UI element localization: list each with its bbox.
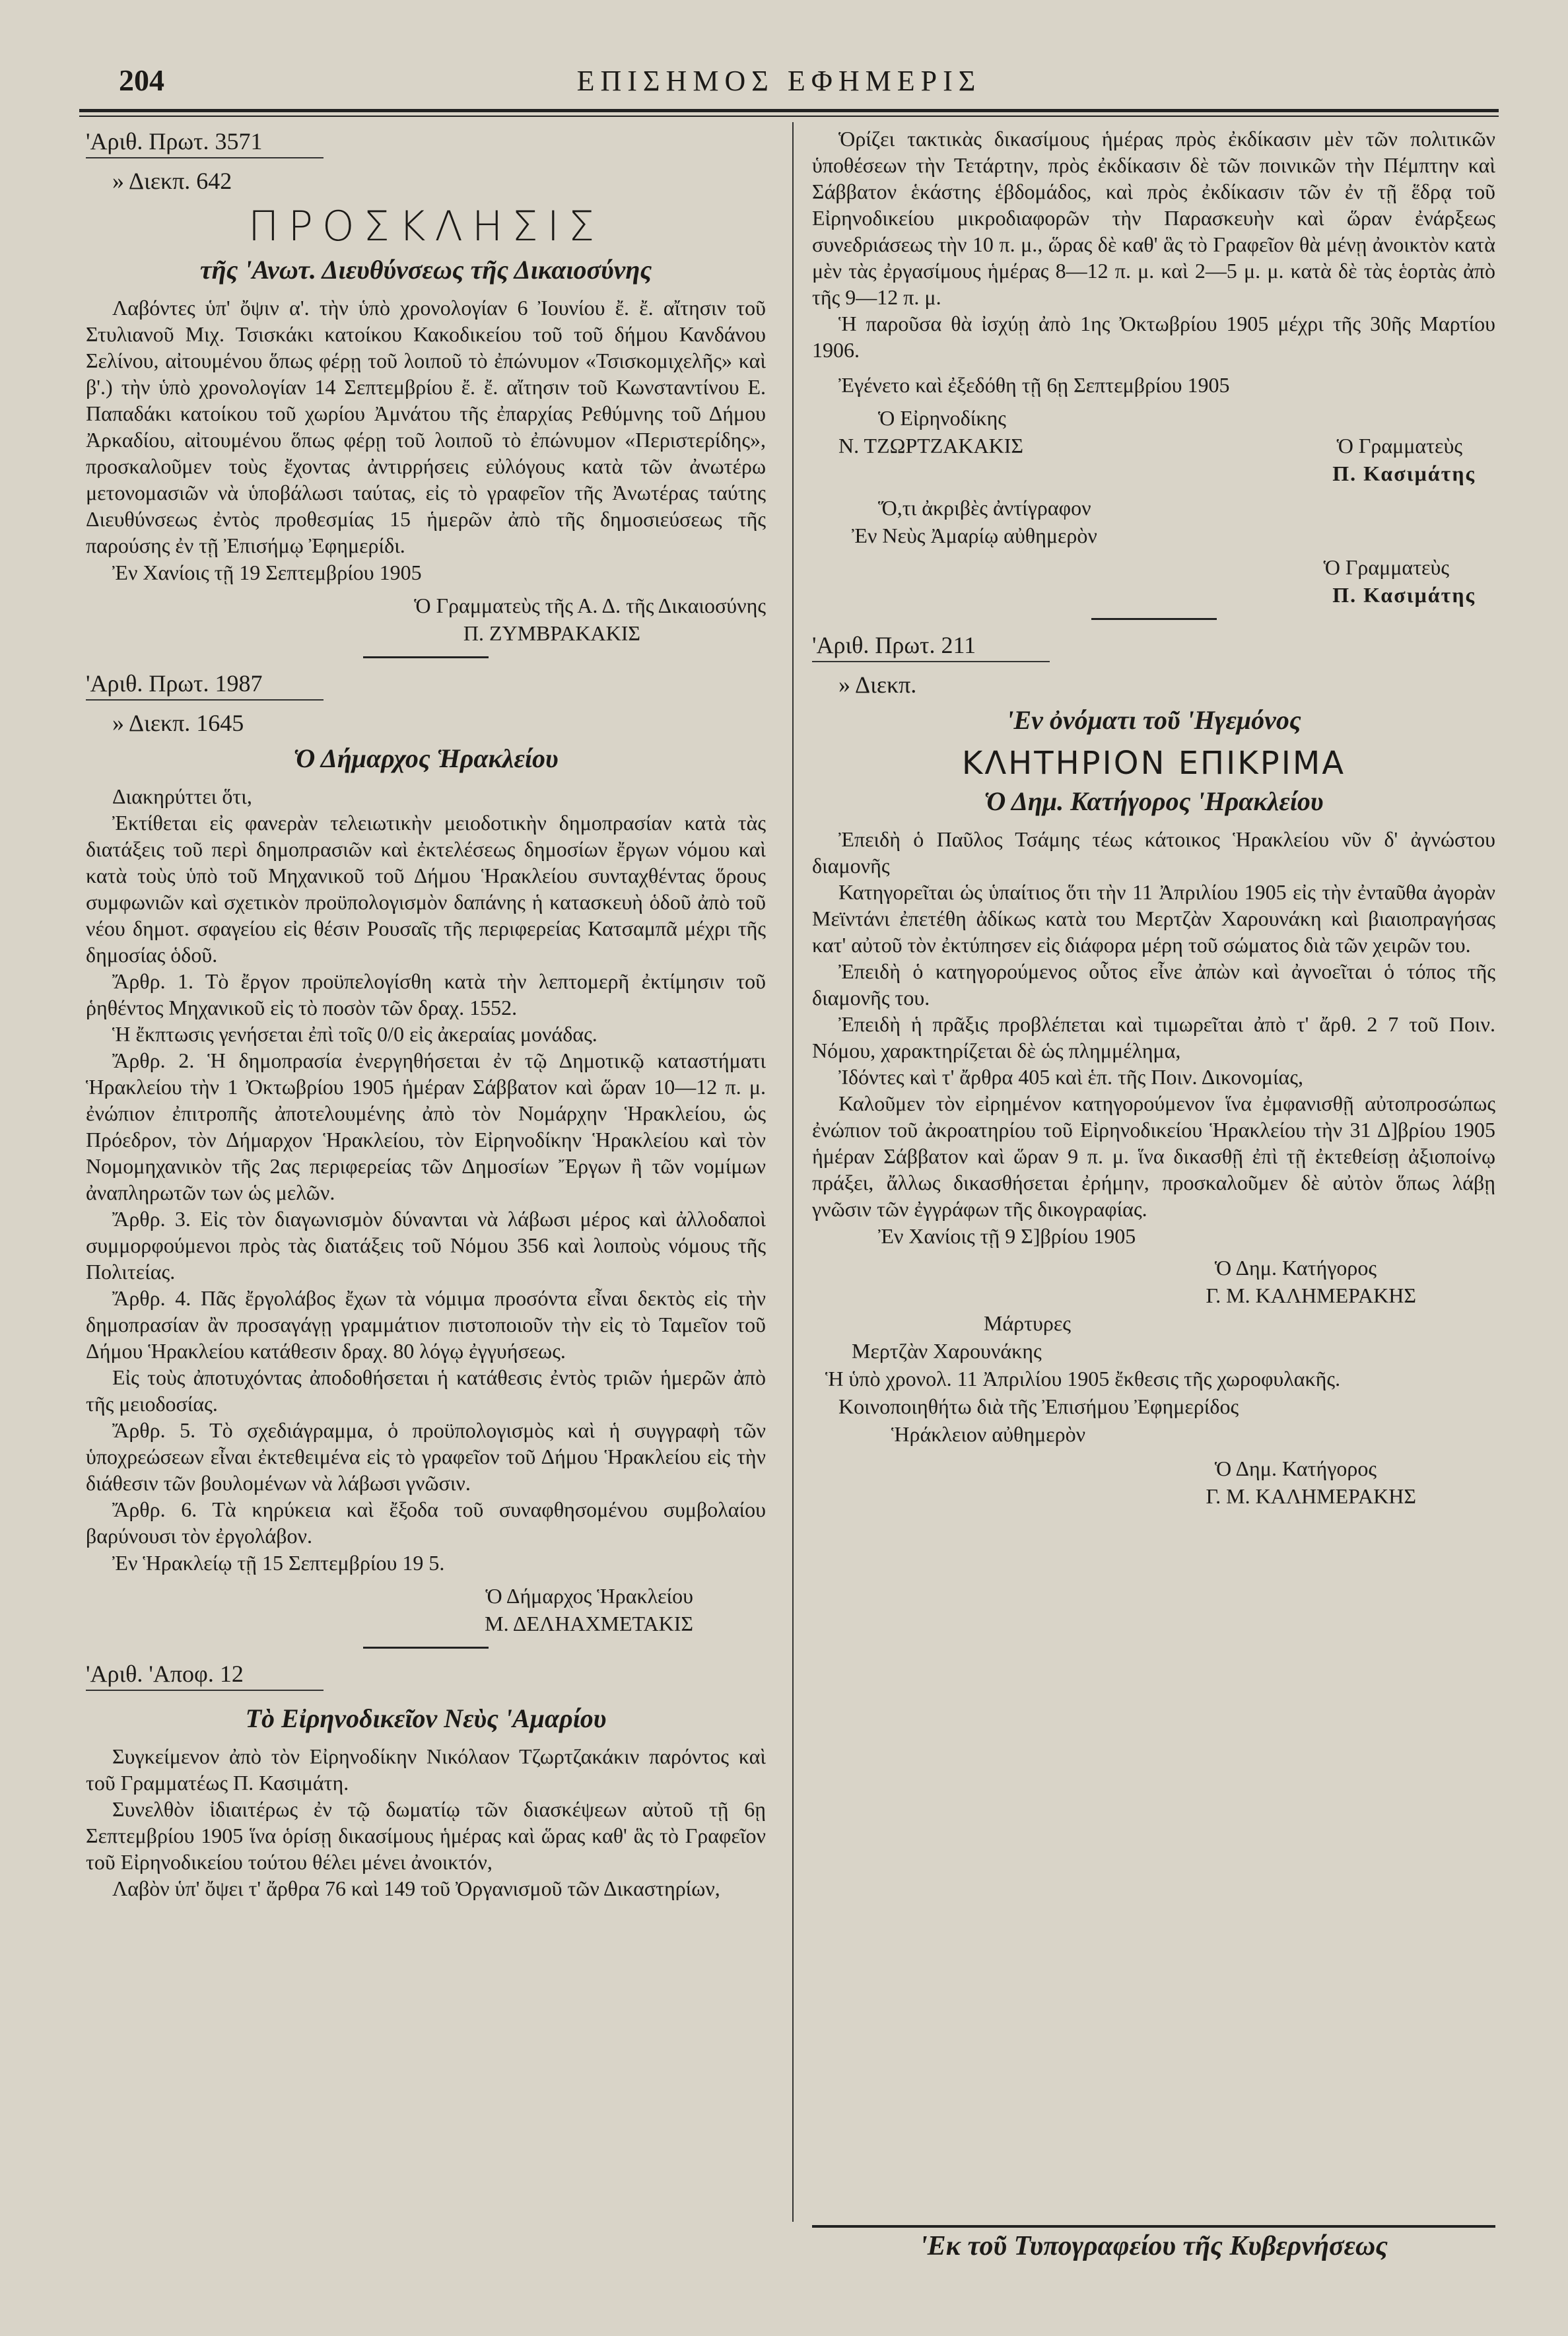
ref-underline (86, 1690, 324, 1691)
mayor-sig-title: Ὁ Δήμαρχος Ἡρακλείου (485, 1584, 693, 1608)
ref-sub-text: » Διεκπ. 642 (112, 168, 232, 194)
secretary-name: Π. Κασιμάτης (1332, 462, 1476, 485)
court-title: Τὸ Εἰρηνοδικεῖον Νεὺς 'Αμαρίου (245, 1703, 607, 1733)
verdict-p3: Ἐπειδὴ ὁ κατηγορούμενος οὗτος εἶνε ἀπὼν καὶ ἀγνοεῖται ὁ τόπος τῆς διαμονῆς του. (812, 959, 1495, 1010)
judge-title: Ὁ Εἰρηνοδίκης (878, 406, 1006, 430)
ref-sub-text: » Διεκπ. (838, 671, 917, 698)
mayor-p7: Εἰς τοὺς ἀποτυχόντας ἀποδοθήσεται ἡ κατάθεσις ἐντὸς τριῶν ἡμερῶν ἀπὸ τῆς μειοδοσίας. (86, 1365, 766, 1416)
ref-sub (86, 165, 766, 197)
verdict-date: Ἐν Χανίοις τῇ 9 Σ]βρίου 1905 (878, 1224, 1136, 1248)
page-header (119, 63, 1439, 102)
verdict-title: ΚΛΗΤΗΡΙΟΝ ΕΠΙΚΡΙΜΑ (961, 745, 1346, 782)
separator (1091, 618, 1217, 620)
summons-date: Ἐν Χανίοις τῇ 19 Σεπτεμβρίου 1905 (112, 561, 422, 584)
summons-sig-name: Π. ΖΥΜΒΡΑΚΑΚΙΣ (463, 621, 640, 645)
printer-footer: 'Εκ τοῦ Τυπογραφείου τῆς Κυβερνήσεως (812, 2225, 1495, 2262)
court-validity: Ἡ παροῦσα θὰ ἰσχύῃ ἀπὸ 1ης Ὀκτωβρίου 1905 μέχρι τῆς 30ῆς Μαρτίου 1906. (812, 312, 1495, 362)
prosecutor-name-2: Γ. Μ. ΚΑΛΗΜΕΡΑΚΗΣ (1206, 1484, 1416, 1508)
ref-number: 'Αριθ. Πρωτ. 1987 (86, 670, 263, 697)
ref-underline (86, 157, 324, 158)
summons-title: ΠΡΟΣΚΛΗΣΙΣ (248, 202, 604, 250)
mayor-p1: Ἐκτίθεται εἰς φανερὰν τελειωτικὴν μειοδοτικὴν δημοπρασίαν κατὰ τὰς διατάξεις τοῦ περὶ δημοπρασιῶν καὶ ἐκτελέσεως δημοσίων ἔργων νόμου καὶ κατὰ τοὺς ὑπὸ τοῦ Μηχανικοῦ τοῦ Δήμου Ἡρακλείου συνταχθέντας ὅρους συμφωνιῶν καὶ σχετικὸν προϋπολογισμὸν δαπάνης ἡ κατασκευὴ ὁδοῦ ἀπὸ τοῦ νέου δημοτ. σφαγείου εἰς θέσιν Ρουσαῖς τῆς περιφερείας Κατσαμπᾶ μέχρι τῆς δημοσίας ὁδοῦ. (86, 811, 766, 967)
copy-certification: Ὅ,τι ἀκριβὲς ἀντίγραφον (878, 496, 1091, 520)
gazette-title: ΕΠΙΣΗΜΟΣ ΕΦΗΜΕΡΙΣ (576, 65, 982, 97)
verdict-p2: Κατηγορεῖται ὡς ὑπαίτιος ὅτι τὴν 11 Ἀπριλίου 1905 εἰς τὴν ἐνταῦθα ἀγορὰν Μεϊντάνι ἐπετέθη ἀδίκως κατὰ του Μερτζὰν Χαρουνάκη καὶ βιαιοπραγήσας κατ' αὐτοῦ τὸν ἐκτύπησεν εἰς διάφορα μέρη τοῦ σώματος διὰ τῶν χειρῶν του. (812, 880, 1495, 957)
column-divider (792, 122, 794, 2222)
page-number: 204 (119, 63, 164, 97)
ref-sub (812, 669, 1495, 701)
court-p1: Συγκείμενον ἀπὸ τὸν Εἰρηνοδίκην Νικόλαον Τζωρτζακάκιν παρόντος καὶ τοῦ Γραμματέως Π. Κασιμάτη. (86, 1744, 766, 1795)
mayor-sig-name: Μ. ΔΕΛΗΑΧΜΕΤΑΚΙΣ (485, 1612, 693, 1635)
mayor-title: Ὁ Δήμαρχος Ἡρακλείου (293, 743, 559, 773)
ref-number: 'Αριθ. 'Αποφ. 12 (86, 1661, 244, 1687)
ref-sub (86, 707, 766, 739)
witnesses-label: Μάρτυρες (984, 1311, 1071, 1335)
summons-sig-title: Ὁ Γραμματεὺς τῆς Α. Δ. τῆς Δικαιοσύνης (414, 594, 766, 617)
notification-place: Ἡράκλειον αὐθημερὸν (891, 1422, 1086, 1446)
prosecutor-name: Γ. Μ. ΚΑΛΗΜΕΡΑΚΗΣ (1206, 1284, 1416, 1307)
ref-number: 'Αριθ. Πρωτ. 211 (812, 632, 976, 658)
mayor-intro: Διακηρύττει ὅτι, (112, 784, 252, 808)
witness-name: Μερτζὰν Χαρουνάκης (852, 1339, 1042, 1363)
court-p2: Συνελθὸν ἰδιαιτέρως ἐν τῷ δωματίῳ τῶν διασκέψεων αὐτοῦ τῇ 6ῃ Σεπτεμβρίου 1905 ἵνα ὁρίσῃ δικασίμους ἡμέρας καὶ ὥρας καθ' ἃς τὸ Γραφεῖον τοῦ Εἰρηνοδικείου τούτου θέλει μένει ἀνοικτόν, (86, 1797, 766, 1874)
secretary-name-2: Π. Κασιμάτης (1332, 583, 1476, 607)
mayor-p5: Ἄρθρ. 3. Εἰς τὸν διαγωνισμὸν δύνανται νὰ λάβωσι μέρος καὶ ἀλλοδαποὶ συμμορφούμενοι πρὸς τὰς διατάξεις τοῦ Νόμου 356 καὶ λοιποὺς νόμους τῆς Πολιτείας. (86, 1207, 766, 1284)
separator (363, 656, 489, 658)
prosecutor-title-2: Ὁ Δημ. Κατήγορος (1214, 1457, 1377, 1480)
police-report: Ἡ ὑπὸ χρονολ. 11 Ἀπριλίου 1905 ἔκθεσις τῆς χωροφυλακῆς. (825, 1367, 1341, 1391)
verdict-p4: Ἐπειδὴ ἡ πρᾶξις προβλέπεται καὶ τιμωρεῖται ἀπὸ τ' ἄρθ. 2 7 τοῦ Ποιν. Νόμου, χαρακτηρίζεται δὲ ὡς πλημμέλημα, (812, 1012, 1495, 1062)
mayor-p2: Ἄρθρ. 1. Τὸ ἔργον προϋπελογίσθη κατὰ τὴν λεπτομερῆ ἐκτίμησιν τοῦ ῥηθέντος Μηχανικοῦ εἰς τὸ ποσὸν τῶν δραχ. 1552. (86, 969, 766, 1019)
notification: Κοινοποιηθήτω διὰ τῆς Ἐπισήμου Ἐφημερίδος (838, 1394, 1239, 1418)
prosecutor-title: Ὁ Δημ. Κατήγορος (1214, 1256, 1377, 1280)
verdict-p6: Καλοῦμεν τὸν εἰρημένον κατηγορούμενον ἵνα ἐμφανισθῇ αὐτοπροσώπως ἐνώπιον τοῦ ἀκροατηρίου τοῦ Εἰρηνοδικείου Ἡρακλείου τὴν 31 Δ]βρίου 1905 ἡμέραν Σάββατον καὶ ὥραν 9 π. μ. ἵνα δικασθῇ ἐπὶ τῇ ἐκτεθείσῃ ἀξιοποίνῳ πράξει, ἄλλως δικασθήσεται ἐρήμην, προσκαλοῦμεν δὲ αὐτὸν ὅπως λάβῃ γνῶσιν τῶν ἐγγράφων τῆς δικογραφίας. (812, 1091, 1495, 1221)
ref-sub-text: » Διεκπ. 1645 (112, 710, 244, 736)
summons-subtitle: τῆς 'Ανωτ. Διευθύνσεως τῆς Δικαιοσύνης (199, 255, 652, 285)
right-column (812, 125, 1495, 1510)
mayor-date: Ἐν Ἡρακλείῳ τῇ 15 Σεπτεμβρίου 19 5. (112, 1551, 445, 1575)
header-rule-thin (79, 116, 1499, 117)
left-column (86, 125, 766, 1902)
mayor-p9: Ἄρθρ. 6. Τὰ κηρύκεια καὶ ἔξοδα τοῦ συναφθησομένου συμβολαίου βαρύνουσι τὸν ἐργολάβον. (86, 1497, 766, 1548)
court-decision: Ὁρίζει τακτικὰς δικασίμους ἡμέρας πρὸς ἐκδίκασιν μὲν τῶν πολιτικῶν ὑποθέσεων τὴν Τετάρτην, πρὸς ἐκδίκασιν δὲ τῶν ποινικῶν τὴν Πέμπτην καὶ Σάββατον ἑκάστης ἑβδομάδος, καὶ πρὸς ἐκδίκασιν τῶν ἐν τῇ ἕδρᾳ τοῦ Εἰρηνοδικείου μικροδιαφορῶν τὴν Παρασκευὴν καὶ ὥραν ἐνάρξεως συνεδριάσεως τὴν 10 π. μ., ὥρας δὲ καθ' ἃς τὸ Γραφεῖον θὰ μένῃ ἀνοικτὸν κατὰ μὲν τὰς ἐργασίμους ἡμέρας 8—12 π. μ. καὶ 2—5 μ. μ. κατὰ δὲ τὰς ἑορτὰς ἀπὸ τῆς 9—12 π. μ. (812, 127, 1495, 309)
verdict-p1: Ἐπειδὴ ὁ Παῦλος Τσάμης τέως κάτοικος Ἡρακλείου νῦν δ' ἀγνώστου διαμονῆς (812, 827, 1495, 877)
verdict-p5: Ἰδόντες καὶ τ' ἄρθρα 405 καὶ ἑπ. τῆς Ποιν. Δικονομίας, (838, 1065, 1303, 1089)
judge-name: Ν. ΤΖΩΡΤΖΑΚΑΚΙΣ (838, 434, 1024, 458)
verdict-subtitle: Ὁ Δημ. Κατήγορος 'Ηρακλείου (984, 786, 1324, 816)
ref-underline (812, 661, 1050, 662)
ref-number: 'Αριθ. Πρωτ. 3571 (86, 128, 263, 155)
mayor-p3: Ἡ ἔκπτωσις γενήσεται ἐπὶ τοῖς 0/0 εἰς ἀκεραίας μονάδας. (112, 1022, 597, 1046)
header-rule-thick (79, 109, 1499, 112)
separator (363, 1647, 489, 1649)
ref-underline (86, 699, 324, 701)
mayor-p8: Ἄρθρ. 5. Τὸ σχεδιάγραμμα, ὁ προϋπολογισμὸς καὶ ἡ συγγραφὴ τῶν ὑποχρεώσεων εἶναι ἐκτεθειμένα εἰς τὸ γραφεῖον τοῦ Δήμου Ἡρακλείου εἰς τὴν διάθεσιν τῶν βουλομένων νὰ λάβωσι γνῶσιν. (86, 1418, 766, 1495)
court-issued: Ἐγένετο καὶ ἐξεδόθη τῇ 6ῃ Σεπτεμβρίου 1905 (838, 373, 1230, 397)
summons-body: Λαβόντες ὑπ' ὄψιν α'. τὴν ὑπὸ χρονολογίαν 6 Ἰουνίου ἔ. ἔ. αἴτησιν τοῦ Στυλιανοῦ Μιχ. Τσισκάκι κατοίκου Κακοδικείου τοῦ τοῦ δήμου Κανδάνου Σελίνου, αἰτουμένου ὅπως φέρῃ τοῦ λοιποῦ τὸ ἐπώνυμον «Τσισκομιχελῆς» καὶ β'.) τὴν ὑπὸ χρονολογίαν 14 Σεπτεμβρίου ἔ. ἔ. αἴτησιν τοῦ Κωνσταντίνου Ε. Παπαδάκι κατοίκου τοῦ χωρίου Ἀμνάτου τῆς ἐπαρχίας Ρεθύμνης τοῦ Δήμου Ἀρκαδίου, αἰτουμένου ὅπως φέρῃ τοῦ λοιποῦ τὸ ἐπώνυμον «Περιστερίδης», προσκαλοῦμεν τοὺς ἔχοντας ἀντιρρήσεις εὐλόγους κατὰ τῶν ἀνωτέρω μετονομασιῶν νὰ ὑποβάλωσι ταύτας, εἰς τὸ γραφεῖον τῆς Ἀνωτέρας ταύτης Διευθύνσεως ἐντὸς προθεσμίας 15 ἡμερῶν ἀπὸ τῆς δημοσιεύσεως τῆς παρούσης ἐν τῇ Ἐπισήμῳ Ἐφημερίδι. (86, 296, 766, 557)
verdict-heading: 'Εν ὀνόματι τοῦ 'Ηγεμόνος (1006, 705, 1301, 735)
court-p3: Λαβὸν ὑπ' ὄψει τ' ἄρθρα 76 καὶ 149 τοῦ Ὀργανισμοῦ τῶν Δικαστηρίων, (112, 1876, 720, 1900)
mayor-p6: Ἄρθρ. 4. Πᾶς ἔργολάβος ἔχων τὰ νόμιμα προσόντα εἶναι δεκτὸς εἰς τὴν δημοπρασίαν ἂν προσαγάγῃ γραμμάτιον πιστοποιοῦν τὴν εἰς τὸ Ταμεῖον τοῦ Δήμου Ἡρακλείου κατάθεσιν δραχ. 80 λόγῳ ἐγγυήσεως. (86, 1286, 766, 1363)
copy-place: Ἐν Νεὺς Ἀμαρίῳ αὐθημερὸν (852, 524, 1097, 547)
mayor-p4: Ἄρθρ. 2. Ἡ δημοπρασία ἐνεργηθήσεται ἐν τῷ Δημοτικῷ καταστήματι Ἡρακλείου τὴν 1 Ὀκτωβρίου 1905 ἡμέραν Σάββατον καὶ ὥραν 10—12 π. μ. ἐνώπιον ἐπιτροπῆς ἀποτελουμένης ἀπὸ τὸν Νομάρχην Ἡρακλείου, ὡς Πρόεδρον, τὸν Δήμαρχον Ἡρακλείου, τὸν Εἰρηνοδίκην Ἡρακλείου καὶ τὸν Νομομηχανικὸν τῆς 2ας περιφερείας τῶν Δημοσίων Ἔργων ἢ τῶν νομίμων ἀναπληρωτῶν των ὡς μελῶν. (86, 1048, 766, 1204)
judge-secretary-row (812, 432, 1495, 460)
secretary-title-2: Ὁ Γραμματεὺς (1323, 555, 1449, 579)
secretary-title: Ὁ Γραμματεὺς (1336, 434, 1462, 458)
